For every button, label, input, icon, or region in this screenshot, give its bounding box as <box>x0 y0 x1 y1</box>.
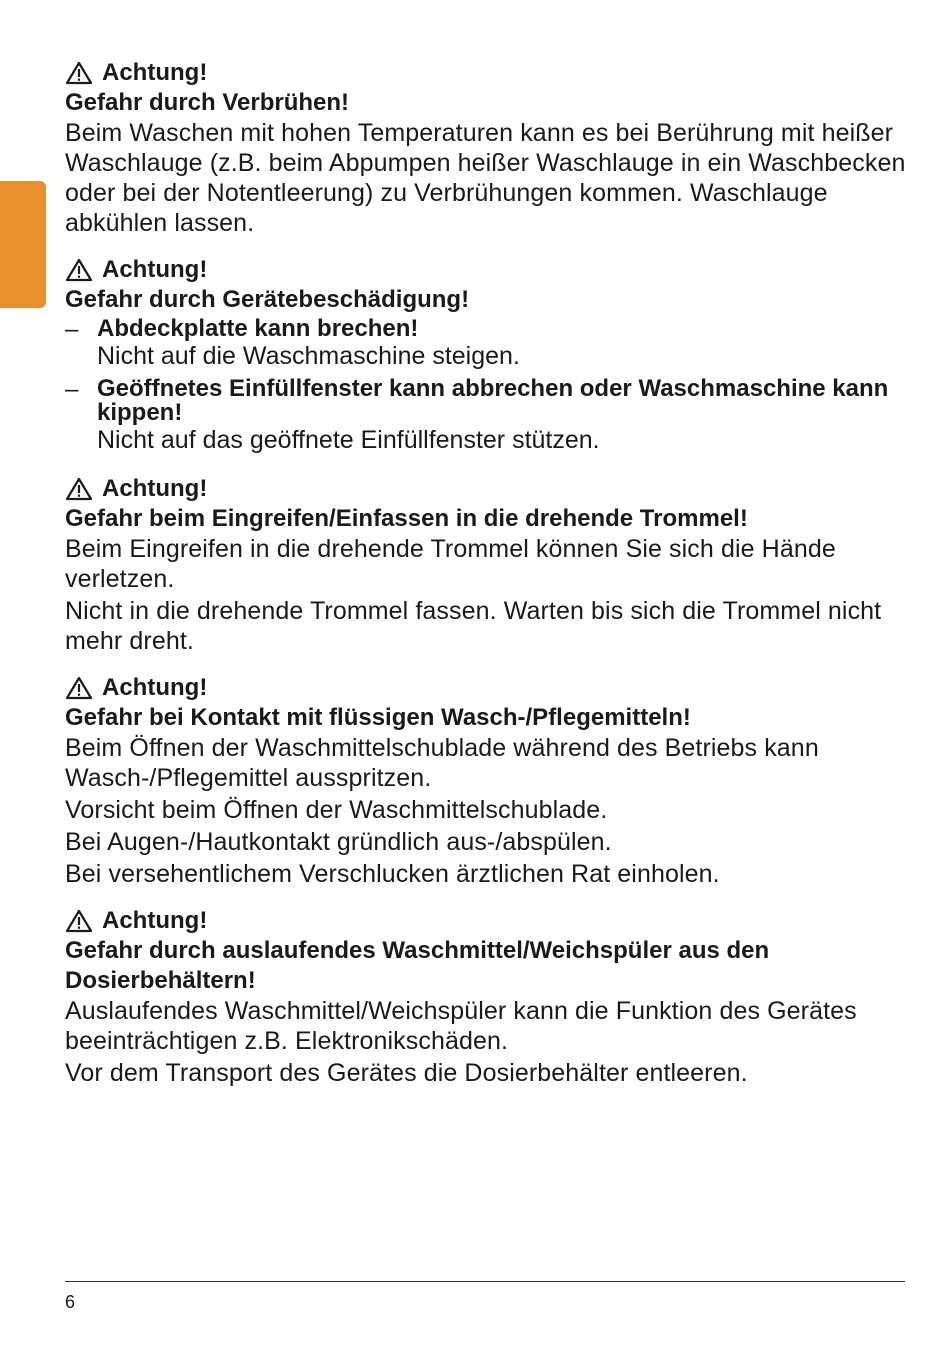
warning-title: Gefahr beim Eingreifen/Einfassen in die drehende Trommel! <box>65 505 748 532</box>
warning-paragraph: Bei versehentlichem Verschlucken ärztlichen Rat einholen. <box>65 860 720 888</box>
warning-heading-text: Achtung! <box>102 475 208 502</box>
list-item <box>65 377 910 455</box>
warning-heading-text: Achtung! <box>102 256 208 283</box>
page-number: 6 <box>65 1292 76 1312</box>
warning-paragraph: Nicht in die drehende Trommel fassen. Warten bis sich die Trommel nicht mehr dreht. <box>65 597 882 655</box>
warning-paragraph: Vorsicht beim Öffnen der Waschmittelschublade. <box>65 796 608 824</box>
warning-section-device-damage <box>65 255 910 461</box>
warning-paragraph: Beim Öffnen der Waschmittelschublade während des Betriebs kann Wasch-/Pflegemittel ausspritzen. <box>65 734 819 792</box>
warning-title: Gefahr durch Gerätebeschädigung! <box>65 286 470 313</box>
list-dash: – <box>65 316 79 343</box>
warning-paragraph: Vor dem Transport des Gerätes die Dosierbehälter entleeren. <box>65 1059 748 1087</box>
warning-heading <box>65 906 910 936</box>
footer-divider <box>65 1281 905 1282</box>
warning-paragraph: Bei Augen-/Hautkontakt gründlich aus-/abspülen. <box>65 828 612 856</box>
list-item <box>65 317 910 371</box>
warning-paragraph: Auslaufendes Waschmittel/Weichspüler kann die Funktion des Gerätes beeinträchtigen z.B. Elektronikschäden. <box>65 997 857 1055</box>
warning-title: Gefahr durch Verbrühen! <box>65 89 350 116</box>
warning-heading <box>65 474 910 504</box>
warning-triangle-icon <box>65 258 93 282</box>
list-item-title: Abdeckplatte kann brechen! <box>97 315 419 342</box>
warning-paragraph: Beim Eingreifen in die drehende Trommel können Sie sich die Hände verletzen. <box>65 535 836 593</box>
list-item-text: Nicht auf das geöffnete Einfüllfenster stützen. <box>97 426 600 454</box>
warning-paragraph: Beim Waschen mit hohen Temperaturen kann es bei Berührung mit heißer Waschlauge (z.B. beim Abpumpen heißer Waschlauge in ein Waschbecken oder bei der Notentleerung) zu Verbrühungen kommen. Waschlauge abkühlen lassen. <box>65 119 906 237</box>
list-dash: – <box>65 376 79 403</box>
warning-heading-text: Achtung! <box>102 907 208 934</box>
warning-section-liquid-detergent <box>65 673 910 889</box>
warning-heading <box>65 255 910 285</box>
hazard-list <box>65 317 910 455</box>
warning-triangle-icon <box>65 477 93 501</box>
warning-heading-text: Achtung! <box>102 674 208 701</box>
warning-section-leaking-detergent <box>65 906 910 1088</box>
warning-triangle-icon <box>65 909 93 933</box>
section-tab-marker <box>0 181 46 308</box>
warning-heading-text: Achtung! <box>102 59 208 86</box>
warning-heading <box>65 673 910 703</box>
warning-triangle-icon <box>65 676 93 700</box>
list-item-title: Geöffnetes Einfüllfenster kann abbrechen oder Waschmaschine kann kippen! <box>97 375 889 426</box>
list-item-text: Nicht auf die Waschmaschine steigen. <box>97 342 520 370</box>
warning-heading <box>65 58 910 88</box>
warning-title: Gefahr bei Kontakt mit flüssigen Wasch-/Pflegemitteln! <box>65 704 691 731</box>
warning-section-rotating-drum <box>65 474 910 656</box>
warning-triangle-icon <box>65 61 93 85</box>
warning-title: Gefahr durch auslaufendes Waschmittel/Weichspüler aus den Dosierbehältern! <box>65 937 770 994</box>
warning-section-scalding <box>65 58 910 238</box>
